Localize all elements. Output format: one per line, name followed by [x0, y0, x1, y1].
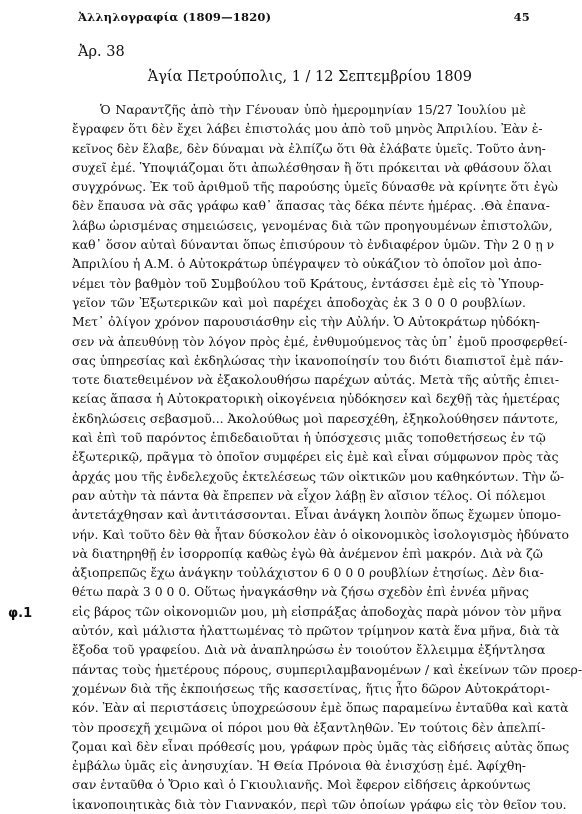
text-line: ἀντετάχθησαν καὶ ἀντιτάσσονται. Εἶναι ἀνάγκη λοιπὸν ὅπως ἔχωμεν ὑπομο-	[72, 507, 561, 523]
text-line: πάντας τοὺς ἡμετέρους πόρους, συμπεριλαμβανομένων / καὶ ἐκείνων τῶν προερ-	[72, 661, 582, 677]
running-title: Ἀλληλογραφία (1809—1820)	[78, 10, 272, 24]
text-line: καθ᾽ ὅσον αὐταὶ δύνανται ὅπως ἐπισύρουν τὸ ἐνδιαφέρον ὑμῶν. Τὴν 2 0 ῃ ν	[72, 237, 555, 253]
text-line: Μετ᾽ ὀλίγον χρόνον παρουσιάσθην εἰς τὴν Αὐλήν. Ὁ Αὐτοκράτωρ ηὐδόκη-	[72, 314, 540, 330]
text-line: γεῖον τῶν Ἐξωτερικῶν καὶ μοὶ παρέχει ἀποδοχὰς ἐκ 3 0 0 0 ρουβλίων.	[72, 294, 526, 310]
text-line: νήν. Καὶ τοῦτο δὲν θὰ ἦταν δύσκολον ἐὰν ὁ οἰκονομικὸς ἰσολογισμὸς ἠδύνατο	[72, 526, 570, 542]
letter-dateline: Ἁγία Πετρούπολις, 1 / 12 Σεπτεμβρίου 1809	[147, 69, 472, 85]
text-line: ἀρχάς μου τῆς ἐνδελεχοῦς ἐκτελέσεως τῶν οἰκτικῶν μου καθηκόντων. Τὴν ὥ-	[72, 468, 565, 484]
text-line: ἀξιοπρεπῶς ἔχω ἀνάγκην τοὐλάχιστον 6 0 0 0 ρουβλίων ἐτησίως. Δὲν δια-	[72, 565, 544, 581]
letter-number: Ἀρ. 38	[78, 44, 125, 60]
text-line: Ὁ Ναραντζῆς ἀπὸ τὴν Γένουαν ὑπὸ ἡμερομηνίαν 15/27 Ἰουλίου μὲ	[100, 102, 526, 117]
text-line: καὶ ἐπὶ τοῦ παρόντος ἐπιδεδαιοῦται ἡ ὑπόσχεσις μιᾶς τοποθετήσεως ἐν τῷ	[72, 430, 546, 446]
folio-margin-note: φ.1	[8, 606, 33, 621]
text-line: κείας ἅπασα ἡ Αὐτοκρατορικὴ οἰκογένεια ηὐδόκησεν καὶ δεχθῇ τὰς ἡμετέρας	[72, 391, 560, 407]
text-line: λάβω ὡρισμένας σημειώσεις, γενομένας διὰ τῶν προηγουμένων ἐπιστολῶν,	[72, 217, 553, 233]
text-line: ἐμβάλω ὑμᾶς εἰς ἀνησυχίαν. Ἡ Θεία Πρόνοια θὰ ἐνισχύσῃ ἐμέ. Ἀφίχθη-	[72, 758, 526, 774]
text-line: κεῖνος δὲν ἔλαβε, δὲν δύναμαι νὰ ἐλπίζω ὅτι θὰ ἐλάβατε ὑμεῖς. Τοῦτο ἀνη-	[72, 140, 546, 156]
text-line: σας ὑπηρεσίας καὶ ἐκδηλώσας τὴν ἱκανοποίησίν του διότι διαπιστοῖ ἐμὲ πάν-	[72, 352, 564, 368]
text-line: σεν νὰ ἀπευθύνῃ τὸν λόγον πρὸς ἐμέ, ἐνθυμούμενος τὰς ὑπ᾽ ἐμοῦ προσφερθεί-	[72, 333, 568, 349]
text-line: τοτε διατεθειμένον νὰ ἐξακολουθήσω παρέχων αὐτάς. Μετὰ τῆς αὐτῆς ἐπιει-	[72, 372, 560, 388]
text-line: ἐκδηλώσεις σεβασμοῦ... Ἀκολούθως μοὶ παρεσχέθη, ἐξηκολούθησεν πάντοτε,	[72, 410, 559, 426]
text-line: νὰ διατηρηθῇ ἐν ἰσορροπίᾳ καθὼς ἐγὼ θὰ ἀνέμενον ἐπὶ μακρόν. Διὰ νὰ ζῶ	[72, 545, 543, 561]
page-number: 45	[513, 10, 530, 24]
text-line: τὸν προσεχῆ χειμῶνα οἱ πόροι μου θὰ ἐξαντληθῶν. Ἐν τούτοις δὲν ἀπελπί-	[72, 719, 546, 735]
text-line: Ἀπριλίου ἡ Α.Μ. ὁ Αὐτοκράτωρ ὑπέγραψεν τὸ οὐκάζιον τὸ ὁποῖον μοὶ ἀπο-	[72, 256, 542, 272]
text-line: εἰς βάρος τῶν οἰκονομιῶν μου, μὴ εἰσπράξας ἀποδοχὰς παρὰ μόνον τὸν μῆνα	[72, 603, 562, 619]
text-line: ζομαι καὶ δὲν εἶναι πρόθεσίς μου, γράφων πρὸς ὑμᾶς τὰς εἰδήσεις αὐτὰς ὅπως	[72, 738, 570, 754]
text-line: χομένων διὰ τῆς ἐκποιήσεως τῆς κασσετίνας, ἥτις ἦτο δῶρον Αὐτοκράτορι-	[72, 680, 550, 696]
text-line: ἔγραφεν ὅτι δὲν ἔχει λάβει ἐπιστολάς μου ἀπὸ τοῦ μηνὸς Ἀπριλίου. Ἐὰν ἐ-	[72, 121, 543, 137]
text-line: αὐτόν, καὶ μάλιστα ἠλαττωμένας τὸ πρῶτον τρίμηνον κατὰ ἕνα μῆνα, διὰ τὰ	[72, 623, 560, 639]
running-head	[78, 10, 530, 28]
letter-body	[72, 100, 582, 814]
text-line: συχεῖ ἐμέ. Ὑποψιάζομαι ὅτι ἀπωλέσθησαν ἢ ὅτι πρόκειται νὰ φθάσουν ὅλαι	[72, 159, 553, 175]
text-line: ραν αὐτὴν τὰ πάντα θὰ ἔπρεπεν νὰ εἶχον λάβῃ ἓν αἴσιον τέλος. Οἱ πόλεμοι	[72, 487, 546, 503]
text-line: ἔξοδα τοῦ γραφείου. Διὰ νὰ ἀναπληρώσω ἐν τοιούτον ἔλλειμμα ἐξήντλησα	[72, 642, 546, 658]
text-line: κόν. Ἐὰν αἱ περιστάσεις ὑποχρεώσουν ἐμὲ ὅπως παραμείνω ἐνταῦθα καὶ κατὰ	[72, 700, 569, 716]
text-line: σαν ἐνταῦθα ὁ Ὄριο καὶ ὁ Γκιουλιανῆς. Μοὶ ἔφερον εἰδήσεις ἀρκούντως	[72, 777, 531, 793]
text-line: δὲν ἔπαυσα νὰ σᾶς γράφω καθ᾽ ἅπασας τὰς δέκα πέντε ἡμέρας. .Θὰ ἐπανα-	[72, 198, 550, 214]
text-line: θέτω παρὰ 3 0 0 0. Οὕτως ἠναγκάσθην νὰ ζήσω σχεδὸν ἐπὶ ἐννέα μῆνας	[72, 584, 529, 600]
text-line: συγχρόνως. Ἐκ τοῦ ἀριθμοῦ τῆς παρούσης ὑμεῖς δύνασθε νὰ κρίνητε ὅτι ἐγὼ	[72, 179, 558, 195]
text-line: νέμει τὸν βαθμὸν τοῦ Συμβούλου τοῦ Κράτους, ἐντάσσει ἐμὲ εἰς τὸ Ὑπουρ-	[72, 275, 544, 291]
text-line: ἱκανοποιητικὰς διὰ τὸν Γιαννακόν, περὶ τῶν ὁποίων γράφω εἰς τὸν θεῖον του.	[72, 796, 567, 812]
text-line: ἐξωτερικῷ, πρᾶγμα τὸ ὁποῖον συμφέρει εἰς ἐμὲ καὶ εἶναι σύμφωνον πρὸς τὰς	[72, 449, 559, 465]
